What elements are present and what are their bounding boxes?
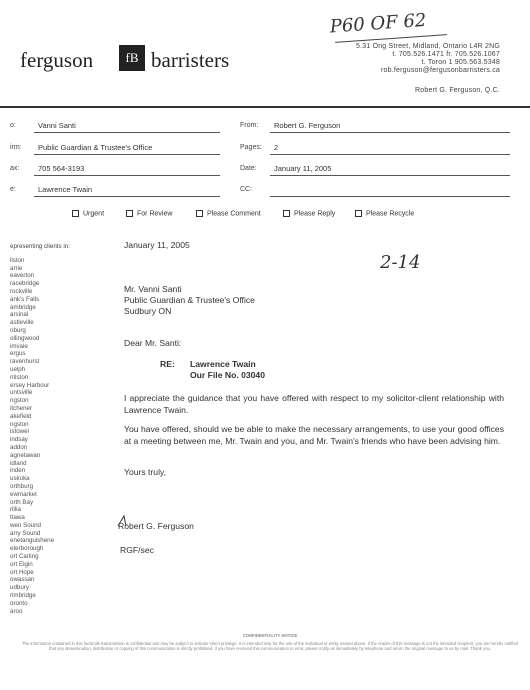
sidebar-place: indsay bbox=[10, 436, 28, 444]
checkbox-label: For Review bbox=[137, 210, 173, 218]
footer-heading: CONFIDENTIALITY NOTICE bbox=[242, 633, 298, 638]
sidebar-heading: epresenting clients in: bbox=[10, 243, 70, 250]
recipient-line: Public Guardian & Trustee's Office bbox=[124, 295, 255, 305]
field-line bbox=[270, 175, 510, 176]
checkbox-box bbox=[196, 210, 203, 217]
sidebar-place: racebridge bbox=[10, 280, 40, 288]
sidebar-place: arsinal bbox=[10, 311, 29, 319]
sidebar-list bbox=[10, 257, 70, 616]
field-line bbox=[34, 175, 220, 176]
sidebar-place: ravenhurst bbox=[10, 358, 40, 366]
sidebar-place: rillia bbox=[10, 506, 22, 514]
sidebar-place: ewmarket bbox=[10, 490, 37, 498]
letter-date: January 11, 2005 bbox=[124, 240, 190, 250]
date-label: Date: bbox=[240, 165, 257, 172]
cc-label: CC: bbox=[240, 186, 253, 193]
sidebar-place: owassan bbox=[10, 576, 35, 584]
reference-initials: RGF/sec bbox=[120, 545, 154, 555]
sidebar-place: arrie bbox=[10, 264, 23, 272]
checkbox-urgent[interactable] bbox=[72, 210, 104, 217]
checkbox-label: Please Recycle bbox=[366, 210, 415, 218]
firm-name-left: ferguson bbox=[20, 48, 94, 72]
sidebar-place: imvale bbox=[10, 342, 28, 350]
firm-label: irm: bbox=[10, 144, 22, 151]
sidebar-place: ank's Falls bbox=[10, 295, 40, 303]
field-line bbox=[270, 154, 510, 155]
checkbox-label: Please Comment bbox=[207, 210, 261, 218]
recipient-line: Mr. Vanni Santi bbox=[124, 284, 182, 294]
sidebar-place: ort Hope bbox=[10, 568, 34, 576]
to-value: Vanni Santi bbox=[38, 121, 76, 130]
locations-sidebar bbox=[10, 243, 70, 615]
sidebar-place: eaverton bbox=[10, 272, 35, 280]
sidebar-place: istowel bbox=[10, 428, 29, 436]
sidebar-place: ergus bbox=[10, 350, 26, 358]
checkbox-please-comment[interactable] bbox=[196, 210, 261, 217]
field-line bbox=[34, 154, 220, 155]
sidebar-place: ntiston bbox=[10, 373, 29, 381]
firm-logo: fB bbox=[119, 45, 145, 71]
checkbox-please-reply[interactable] bbox=[283, 210, 335, 217]
address-line: t. Toron 1 905.563.5348 bbox=[421, 59, 500, 66]
checkbox-label: Please Reply bbox=[294, 210, 336, 218]
sidebar-place: orthburg bbox=[10, 482, 34, 490]
sidebar-place: uelph bbox=[10, 365, 26, 373]
sidebar-place: ort Carling bbox=[10, 553, 39, 561]
pages-value: 2 bbox=[274, 143, 279, 152]
sidebar-place: ambridge bbox=[10, 303, 36, 311]
sidebar-place: eterborough bbox=[10, 545, 44, 553]
sidebar-place: wen Sound bbox=[10, 521, 41, 529]
sidebar-place: uskoka bbox=[10, 475, 30, 483]
sidebar-place: enetanguishene bbox=[10, 537, 55, 545]
sidebar-place: idland bbox=[10, 459, 27, 467]
sidebar-place: addon bbox=[10, 443, 28, 451]
checkbox-box bbox=[283, 210, 290, 217]
re-value: Lawrence Twain bbox=[38, 185, 93, 194]
sidebar-place: akefield bbox=[10, 412, 32, 420]
sidebar-place: orth Bay bbox=[10, 498, 34, 506]
sidebar-place: ollingwood bbox=[10, 334, 40, 342]
checkbox-box bbox=[72, 210, 79, 217]
sidebar-place: itchener bbox=[10, 404, 33, 412]
date-value: January 11, 2005 bbox=[274, 164, 332, 173]
from-value: Robert G. Ferguson bbox=[274, 121, 341, 130]
sidebar-place: ttawa bbox=[10, 514, 25, 522]
address-line: 5.31 Ong Street, Midland, Ontario L4R 2NG bbox=[356, 43, 500, 50]
sidebar-place: ort Elgin bbox=[10, 560, 33, 568]
footer-text: The information contained in this facsimile transmission is confidential and may be subject to solicitor-client privilege. It is intended only for the use of the individual or entity named above. If the reader of this message is not the intended recipient, you are hereby notified that any dissemination, distribution or copying of this communication is strictly prohibited. If you have received this communication in error, please notify us immediately by telephone and return the original message to us by mail. Thank you. bbox=[21, 641, 519, 652]
address-line: t. 705.526.1471 fr. 705.526.1067 bbox=[392, 51, 500, 58]
checkbox-please-recycle[interactable] bbox=[355, 210, 414, 217]
recipient-line: Sudbury ON bbox=[124, 306, 172, 316]
sidebar-place: rockville bbox=[10, 287, 33, 295]
paragraph-1: I appreciate the guidance that you have offered with respect to my solicitor-client relationship with Lawrence Twain. bbox=[124, 393, 504, 415]
re-subject: Lawrence Twain bbox=[190, 359, 256, 369]
address-line: rob.ferguson@fergusonbarristers.ca bbox=[381, 67, 500, 74]
paragraph-2: You have offered, should we be able to make the necessary arrangements, to use your good offices at a meeting between me, Mr. Twain and you, and Mr. Twain's friends who have been advising him. bbox=[124, 424, 504, 446]
field-line bbox=[270, 132, 510, 133]
sidebar-place: inden bbox=[10, 467, 26, 475]
firm-name-right: barristers bbox=[151, 48, 230, 72]
re-tag: RE: bbox=[160, 359, 175, 369]
sidebar-place: llston bbox=[10, 256, 25, 264]
firm-value: Public Guardian & Trustee's Office bbox=[38, 143, 153, 152]
sidebar-place: agnetawan bbox=[10, 451, 41, 459]
handwritten-page-marker: P60 OF 62 bbox=[329, 9, 428, 38]
pages-label: Pages: bbox=[240, 144, 262, 151]
principal-name: Robert G. Ferguson, Q.C. bbox=[415, 87, 500, 94]
checkbox-box bbox=[355, 210, 362, 217]
checkbox-for-review[interactable] bbox=[126, 210, 172, 217]
from-label: From: bbox=[240, 122, 259, 129]
to-label: o: bbox=[10, 122, 16, 129]
re-label: e: bbox=[10, 186, 16, 193]
sidebar-place: ersey Harbour bbox=[10, 381, 50, 389]
re-file-number: Our File No. 03040 bbox=[190, 370, 265, 380]
handwritten-initials: 2-14 bbox=[380, 252, 421, 273]
signer-name: Robert G. Ferguson bbox=[118, 521, 194, 531]
sidebar-place: untsville bbox=[10, 389, 33, 397]
sidebar-place: oronto bbox=[10, 599, 28, 607]
field-line bbox=[34, 196, 220, 197]
letterhead-rule bbox=[0, 106, 530, 108]
salutation: Dear Mr. Santi: bbox=[124, 338, 182, 348]
sidebar-place: udbury bbox=[10, 584, 29, 592]
checkbox-label: Urgent bbox=[83, 210, 105, 218]
field-line bbox=[34, 132, 220, 133]
sidebar-place: arry Sound bbox=[10, 529, 41, 537]
sidebar-place: rimbridge bbox=[10, 592, 36, 600]
sidebar-place: astleville bbox=[10, 319, 34, 327]
fax-label: ax: bbox=[10, 165, 20, 172]
field-line bbox=[270, 196, 510, 197]
sidebar-place: aroo bbox=[10, 607, 23, 615]
fax-value: 705 564-3193 bbox=[38, 164, 85, 173]
sidebar-place: ngston bbox=[10, 420, 29, 428]
sidebar-place: ngston bbox=[10, 397, 29, 405]
sidebar-place: oburg bbox=[10, 326, 26, 334]
closing: Yours truly, bbox=[124, 467, 167, 477]
checkbox-box bbox=[126, 210, 133, 217]
